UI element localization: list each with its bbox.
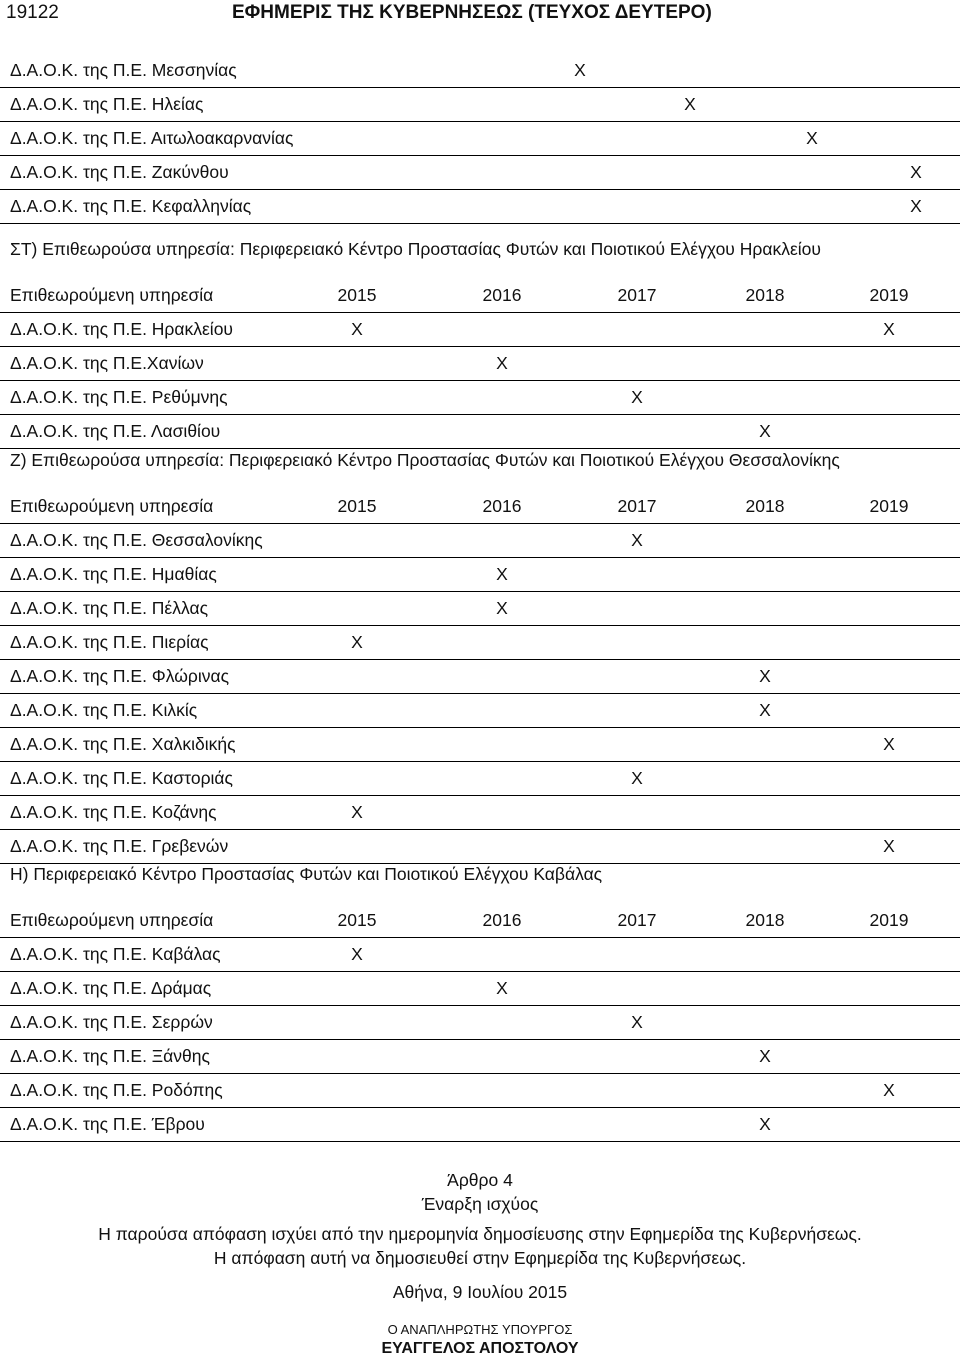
year-header: 2019 — [869, 285, 909, 305]
table-row — [0, 346, 960, 381]
x-mark: X — [910, 162, 922, 182]
section-title: Ζ) Επιθεωρούσα υπηρεσία: Περιφερειακό Κέντρο Προστασίας Φυτών και Ποιοτικού Ελέγχου Θεσσαλονίκης — [10, 450, 840, 470]
year-header: 2019 — [869, 496, 909, 516]
table-header — [0, 489, 960, 524]
row-label: Δ.Α.Ο.Κ. της Π.Ε. Ξάνθης — [10, 1046, 210, 1066]
x-mark: X — [684, 94, 696, 114]
article-number: Άρθρο 4 — [447, 1170, 513, 1190]
table-row — [0, 937, 960, 972]
place-date: Αθήνα, 9 Ιουλίου 2015 — [392, 1282, 568, 1302]
table-row — [0, 523, 960, 558]
x-mark: X — [883, 319, 895, 339]
signer-title: Ο ΑΝΑΠΛΗΡΩΤΗΣ ΥΠΟΥΡΓΟΣ — [387, 1322, 573, 1337]
column-header-label: Επιθεωρούμενη υπηρεσία — [10, 285, 214, 305]
x-mark: X — [631, 387, 643, 407]
x-mark: X — [759, 1046, 771, 1066]
year-header: 2019 — [869, 910, 909, 930]
x-mark: X — [759, 700, 771, 720]
row-label: Δ.Α.Ο.Κ. της Π.Ε. Ημαθίας — [10, 564, 217, 584]
x-mark: X — [496, 564, 508, 584]
row-label: Δ.Α.Ο.Κ. της Π.Ε. Κοζάνης — [10, 802, 217, 822]
year-header: 2018 — [745, 910, 785, 930]
table-row — [0, 1005, 960, 1040]
year-header: 2017 — [617, 285, 657, 305]
x-mark: X — [351, 319, 363, 339]
table-row — [0, 87, 960, 122]
row-label: Δ.Α.Ο.Κ. της Π.Ε. Ηρακλείου — [10, 319, 233, 339]
table-row — [0, 971, 960, 1006]
year-header: 2017 — [617, 496, 657, 516]
year-header: 2015 — [337, 285, 377, 305]
row-label: Δ.Α.Ο.Κ. της Π.Ε. Φλώρινας — [10, 666, 230, 686]
table-row — [0, 591, 960, 626]
page-number: 19122 — [6, 2, 59, 23]
x-mark: X — [351, 802, 363, 822]
row-label: Δ.Α.Ο.Κ. της Π.Ε. Γρεβενών — [10, 836, 229, 856]
table-header — [0, 278, 960, 313]
gazette-header: ΕΦΗΜΕΡΙΣ ΤΗΣ ΚΥΒΕΡΝΗΣΕΩΣ (ΤΕΥΧΟΣ ΔΕΥΤΕΡΟ) — [232, 2, 712, 23]
table-row — [0, 312, 960, 347]
row-label: Δ.Α.Ο.Κ. της Π.Ε. Έβρου — [10, 1114, 205, 1134]
x-mark: X — [910, 196, 922, 216]
year-header: 2017 — [617, 910, 657, 930]
table-row — [0, 795, 960, 830]
table-row — [0, 829, 960, 864]
table-row — [0, 659, 960, 694]
x-mark: X — [806, 128, 818, 148]
row-label: Δ.Α.Ο.Κ. της Π.Ε. Κεφαλληνίας — [10, 196, 252, 216]
row-label: Δ.Α.Ο.Κ. της Π.Ε.Χανίων — [10, 353, 204, 373]
row-label: Δ.Α.Ο.Κ. της Π.Ε. Λασιθίου — [10, 421, 221, 441]
x-mark: X — [883, 734, 895, 754]
row-label: Δ.Α.Ο.Κ. της Π.Ε. Κιλκίς — [10, 700, 198, 720]
row-label: Δ.Α.Ο.Κ. της Π.Ε. Ζακύνθου — [10, 162, 229, 182]
signer-name: ΕΥΑΓΓΕΛΟΣ ΑΠΟΣΤΟΛΟΥ — [381, 1340, 579, 1357]
x-mark: X — [759, 421, 771, 441]
year-header: 2016 — [482, 910, 522, 930]
x-mark: X — [631, 530, 643, 550]
row-label: Δ.Α.Ο.Κ. της Π.Ε. Ρεθύμνης — [10, 387, 228, 407]
x-mark: X — [496, 598, 508, 618]
table-row — [0, 727, 960, 762]
table-row — [0, 557, 960, 592]
row-label: Δ.Α.Ο.Κ. της Π.Ε. Θεσσαλονίκης — [10, 530, 263, 550]
table-row — [0, 1039, 960, 1074]
row-label: Δ.Α.Ο.Κ. της Π.Ε. Καβάλας — [10, 944, 221, 964]
x-mark: X — [496, 978, 508, 998]
table-row — [0, 121, 960, 156]
x-mark: X — [883, 836, 895, 856]
x-mark: X — [759, 666, 771, 686]
x-mark: X — [351, 944, 363, 964]
table-row — [0, 155, 960, 190]
table-header — [0, 903, 960, 938]
article-title: Έναρξη ισχύος — [421, 1194, 539, 1214]
year-header: 2016 — [482, 496, 522, 516]
table-row — [0, 625, 960, 660]
table-row — [0, 1073, 960, 1108]
table-row — [0, 189, 960, 224]
row-label: Δ.Α.Ο.Κ. της Π.Ε. Ροδόπης — [10, 1080, 223, 1100]
table-row — [0, 693, 960, 728]
row-label: Δ.Α.Ο.Κ. της Π.Ε. Ηλείας — [10, 94, 204, 114]
table-row — [0, 414, 960, 449]
row-label: Δ.Α.Ο.Κ. της Π.Ε. Χαλκιδικής — [10, 734, 236, 754]
row-label: Δ.Α.Ο.Κ. της Π.Ε. Αιτωλοακαρνανίας — [10, 128, 294, 148]
table-row — [0, 1107, 960, 1142]
year-header: 2015 — [337, 910, 377, 930]
year-header: 2016 — [482, 285, 522, 305]
section-title: ΣΤ) Επιθεωρούσα υπηρεσία: Περιφερειακό Κέντρο Προστασίας Φυτών και Ποιοτικού Ελέγχου Ηρακλείου — [10, 239, 821, 259]
x-mark: X — [496, 353, 508, 373]
year-header: 2018 — [745, 496, 785, 516]
year-header: 2015 — [337, 496, 377, 516]
table-row — [0, 53, 960, 88]
row-label: Δ.Α.Ο.Κ. της Π.Ε. Καστοριάς — [10, 768, 233, 788]
x-mark: X — [574, 60, 586, 80]
column-header-label: Επιθεωρούμενη υπηρεσία — [10, 910, 214, 930]
table-row — [0, 380, 960, 415]
x-mark: X — [631, 768, 643, 788]
x-mark: X — [351, 632, 363, 652]
row-label: Δ.Α.Ο.Κ. της Π.Ε. Πιερίας — [10, 632, 209, 652]
article-text-1: Η παρούσα απόφαση ισχύει από την ημερομηνία δημοσίευσης στην Εφημερίδα της Κυβερνήσεως. — [98, 1224, 862, 1244]
column-header-label: Επιθεωρούμενη υπηρεσία — [10, 496, 214, 516]
x-mark: X — [883, 1080, 895, 1100]
row-label: Δ.Α.Ο.Κ. της Π.Ε. Μεσσηνίας — [10, 60, 237, 80]
year-header: 2018 — [745, 285, 785, 305]
row-label: Δ.Α.Ο.Κ. της Π.Ε. Δράμας — [10, 978, 212, 998]
row-label: Δ.Α.Ο.Κ. της Π.Ε. Σερρών — [10, 1012, 213, 1032]
article-text-2: Η απόφαση αυτή να δημοσιευθεί στην Εφημερίδα της Κυβερνήσεως. — [213, 1248, 747, 1268]
x-mark: X — [631, 1012, 643, 1032]
x-mark: X — [759, 1114, 771, 1134]
table-row — [0, 761, 960, 796]
section-title: Η) Περιφερειακό Κέντρο Προστασίας Φυτών και Ποιοτικού Ελέγχου Καβάλας — [10, 864, 603, 884]
row-label: Δ.Α.Ο.Κ. της Π.Ε. Πέλλας — [10, 598, 209, 618]
